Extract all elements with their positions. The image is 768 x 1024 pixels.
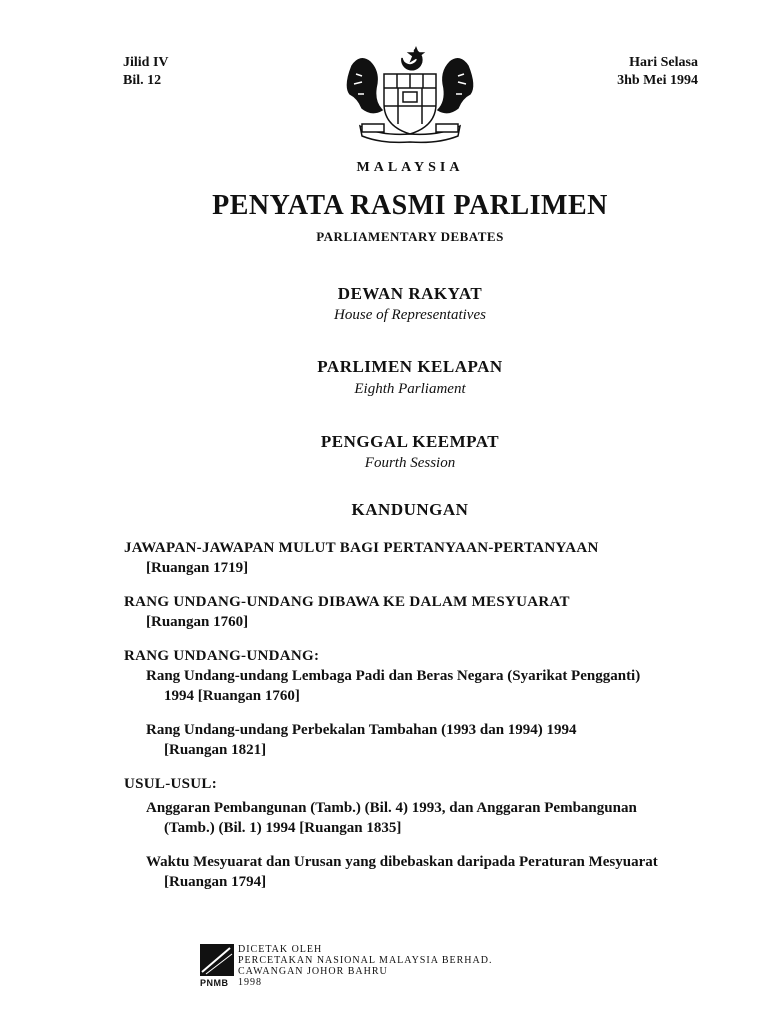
section-title-session: PENGGAL KEEMPAT: [320, 432, 500, 451]
contents-list: [124, 538, 714, 906]
subitem: [146, 798, 714, 838]
volume-label: Jilid IV: [123, 55, 169, 70]
printer-line: CAWANGAN JOHOR BAHRU: [238, 966, 388, 977]
entry-subitems: [124, 666, 714, 760]
subitem: [146, 666, 714, 706]
section-subtitle-session: Fourth Session: [364, 455, 456, 471]
document-subtitle: PARLIAMENTARY DEBATES: [316, 229, 504, 244]
entry-heading: JAWAPAN-JAWAPAN MULUT BAGI PERTANYAAN-PERTANYAAN: [124, 540, 599, 556]
contents-entry: [124, 646, 714, 760]
pnmb-logo-text: PNMB: [200, 978, 229, 988]
section-title-parliament: PARLIMEN KELAPAN: [317, 357, 503, 376]
contents-entry: [124, 774, 714, 892]
entry-heading: USUL-USUL:: [124, 776, 218, 792]
entry-reference: [Ruangan 1719]: [146, 560, 249, 576]
subitem-reference: 1994 [Ruangan 1760]: [164, 688, 300, 704]
subitem-reference: (Tamb.) (Bil. 1) 1994 [Ruangan 1835]: [164, 820, 402, 836]
header-left: [123, 54, 169, 90]
header-right: [617, 54, 698, 90]
subitem-text: Anggaran Pembangunan (Tamb.) (Bil. 4) 1993, dan Anggaran Pembangunan: [146, 800, 637, 816]
country-label: MALAYSIA: [356, 160, 464, 175]
contents-title: KANDUNGAN: [351, 500, 469, 519]
subitem-text: Rang Undang-undang Lembaga Padi dan Beras Negara (Syarikat Pengganti): [146, 668, 641, 684]
entry-heading: RANG UNDANG-UNDANG:: [124, 648, 320, 664]
document-title: PENYATA RASMI PARLIMEN: [212, 190, 608, 221]
date-label: 3hb Mei 1994: [617, 73, 698, 88]
day-label: Hari Selasa: [629, 55, 698, 70]
printer-line: 1998: [238, 977, 262, 988]
printer-line: PERCETAKAN NASIONAL MALAYSIA BERHAD.: [238, 955, 493, 966]
entry-subitems: [124, 798, 714, 892]
entry-heading: RANG UNDANG-UNDANG DIBAWA KE DALAM MESYUARAT: [124, 594, 570, 610]
contents-entry: [124, 538, 714, 578]
subitem-text: Waktu Mesyuarat dan Urusan yang dibebaskan daripada Peraturan Mesyuarat: [146, 854, 658, 870]
subitem-reference: [Ruangan 1821]: [164, 742, 267, 758]
section-subtitle-parliament: Eighth Parliament: [354, 381, 466, 397]
subitem: [146, 720, 714, 760]
printer-imprint: [200, 944, 520, 992]
entry-reference: [Ruangan 1760]: [146, 614, 249, 630]
printer-text: [238, 944, 492, 988]
malaysia-coat-of-arms-icon: [340, 44, 480, 148]
section-subtitle-house: House of Representatives: [334, 307, 486, 323]
subitem: [146, 852, 714, 892]
subitem-text: Rang Undang-undang Perbekalan Tambahan (1993 dan 1994) 1994: [146, 722, 577, 738]
contents-entry: [124, 592, 714, 632]
section-title-house: DEWAN RAKYAT: [337, 284, 483, 303]
issue-number: Bil. 12: [123, 73, 162, 88]
subitem-reference: [Ruangan 1794]: [164, 874, 267, 890]
printer-line: DICETAK OLEH: [238, 944, 323, 955]
